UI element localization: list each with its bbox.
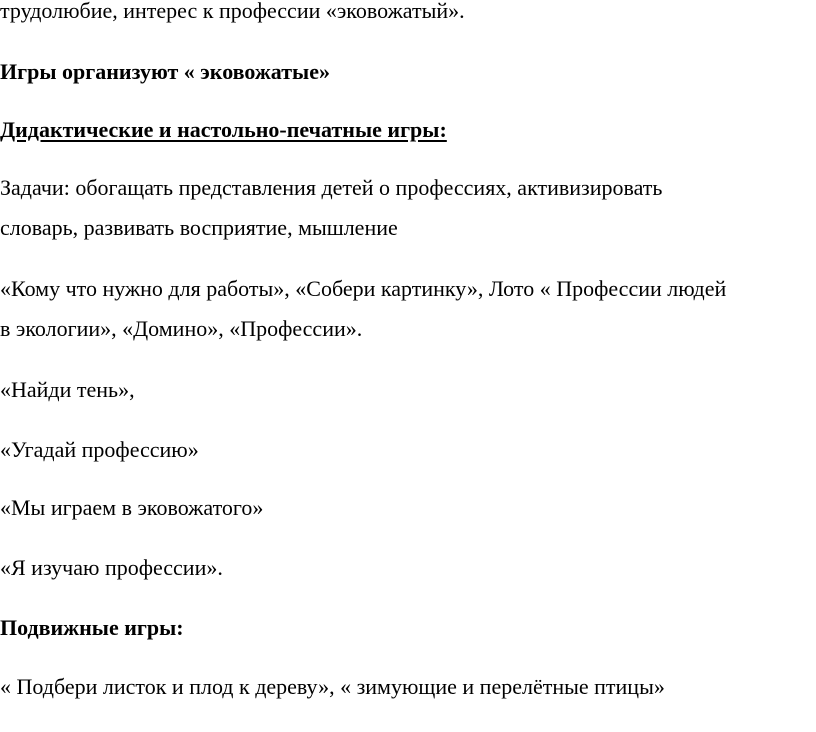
game-find-shadow: «Найди тень», — [0, 377, 135, 402]
games-list-line-1: «Кому что нужно для работы», «Собери картинку», Лото « Профессии людей — [0, 276, 727, 301]
game-study-professions: «Я изучаю профессии». — [0, 555, 223, 580]
heading-outdoor-games: Подвижные игры: — [0, 615, 184, 640]
game-eco-counselor: «Мы играем в эковожатого» — [0, 495, 264, 520]
text-line-intro: трудолюбие, интерес к профессии «эковожатый». — [0, 0, 465, 23]
heading-games-organized: Игры организуют « эковожатые» — [0, 59, 330, 84]
outdoor-games-line: « Подбери листок и плод к дереву», « зимующие и перелётные птицы» — [0, 674, 665, 699]
tasks-text-line-2: словарь, развивать восприятие, мышление — [0, 215, 398, 240]
tasks-text-line-1: Задачи: обогащать представления детей о профессиях, активизировать — [0, 175, 663, 200]
game-guess-profession: «Угадай профессию» — [0, 437, 199, 462]
games-list-line-2: в экологии», «Домино», «Профессии». — [0, 316, 363, 341]
heading-didactic-games: Дидактические и настольно-печатные игры: — [0, 117, 447, 142]
